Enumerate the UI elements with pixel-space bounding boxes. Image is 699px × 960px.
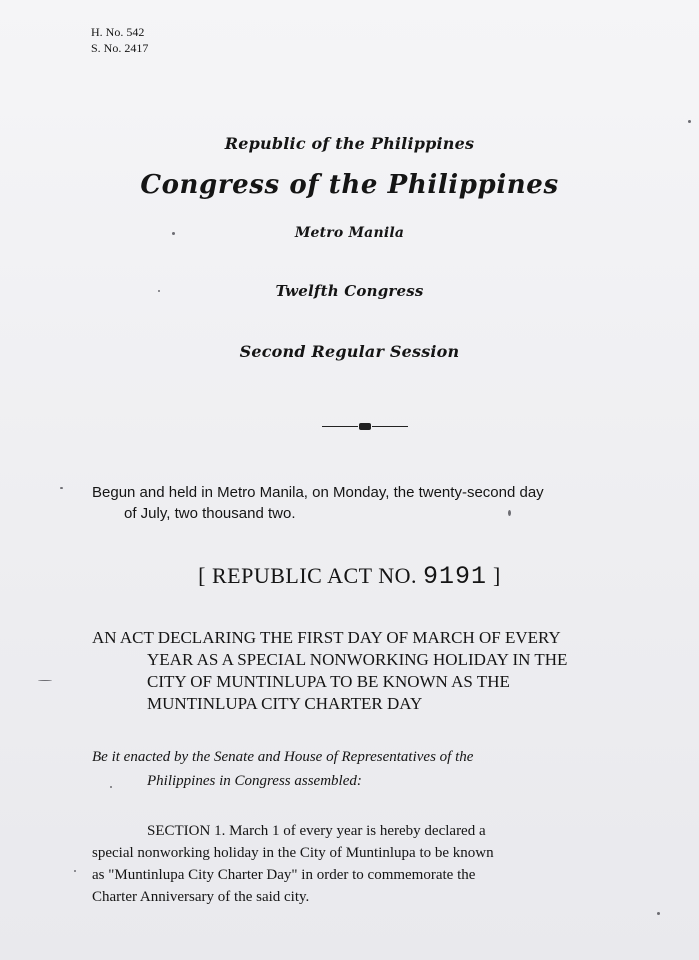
house-bill-number: H. No. 542	[91, 25, 145, 39]
ornament-divider	[322, 424, 408, 430]
congress-number-heading: Twelfth Congress	[275, 282, 424, 300]
bracket-open: [	[198, 563, 206, 588]
act-title-line: YEAR AS A SPECIAL NONWORKING HOLIDAY IN THE	[147, 650, 568, 669]
scan-speck	[172, 232, 175, 235]
republic-act-number	[0, 562, 699, 591]
scan-speck	[74, 870, 76, 872]
label-no: NO.	[378, 563, 418, 588]
location-heading: Metro Manila	[294, 225, 405, 241]
act-title	[92, 627, 652, 715]
scan-speck	[38, 680, 52, 681]
scan-speck	[158, 290, 160, 292]
enacting-clause	[92, 745, 652, 793]
preamble	[92, 482, 652, 524]
section-label: SECTION 1.	[147, 823, 226, 839]
act-title-line: AN ACT DECLARING THE FIRST DAY OF MARCH OF EVERY	[92, 628, 561, 647]
section-line: as "Muntinlupa City Charter Day" in order to commemorate the	[92, 867, 476, 883]
ornament-knot-icon	[359, 423, 371, 430]
act-title-line: CITY OF MUNTINLUPA TO BE KNOWN AS THE	[147, 672, 510, 691]
enacting-clause-line: Be it enacted by the Senate and House of Representatives of the	[92, 749, 474, 765]
session-heading: Second Regular Session	[239, 342, 460, 361]
scan-speck	[657, 912, 660, 915]
act-number: 9191	[423, 562, 488, 591]
republic-heading: Republic of the Philippines	[224, 134, 475, 153]
scan-speck	[110, 786, 112, 788]
scan-speck	[60, 487, 63, 489]
label-republic: REPUBLIC	[211, 563, 323, 588]
bracket-close: ]	[493, 563, 501, 588]
section-1	[92, 820, 652, 908]
enacting-clause-line: Philippines in Congress assembled:	[147, 773, 362, 789]
scan-speck	[508, 510, 511, 516]
bill-references	[91, 24, 148, 56]
section-line	[92, 820, 652, 842]
section-line: Charter Anniversary of the said city.	[92, 889, 310, 905]
section-line: special nonworking holiday in the City of Muntinlupa to be known	[92, 845, 494, 861]
senate-bill-number: S. No. 2417	[91, 41, 149, 55]
congress-heading: Congress of the Philippines	[140, 170, 559, 200]
preamble-line: of July, two thousand two.	[124, 505, 296, 522]
scan-speck	[688, 120, 691, 123]
label-act: ACT	[327, 563, 373, 588]
preamble-line: Begun and held in Metro Manila, on Monday, the twenty-second day	[92, 484, 544, 501]
section-text: March 1 of every year is hereby declared a	[229, 823, 486, 839]
act-title-line: MUNTINLUPA CITY CHARTER DAY	[147, 694, 423, 713]
